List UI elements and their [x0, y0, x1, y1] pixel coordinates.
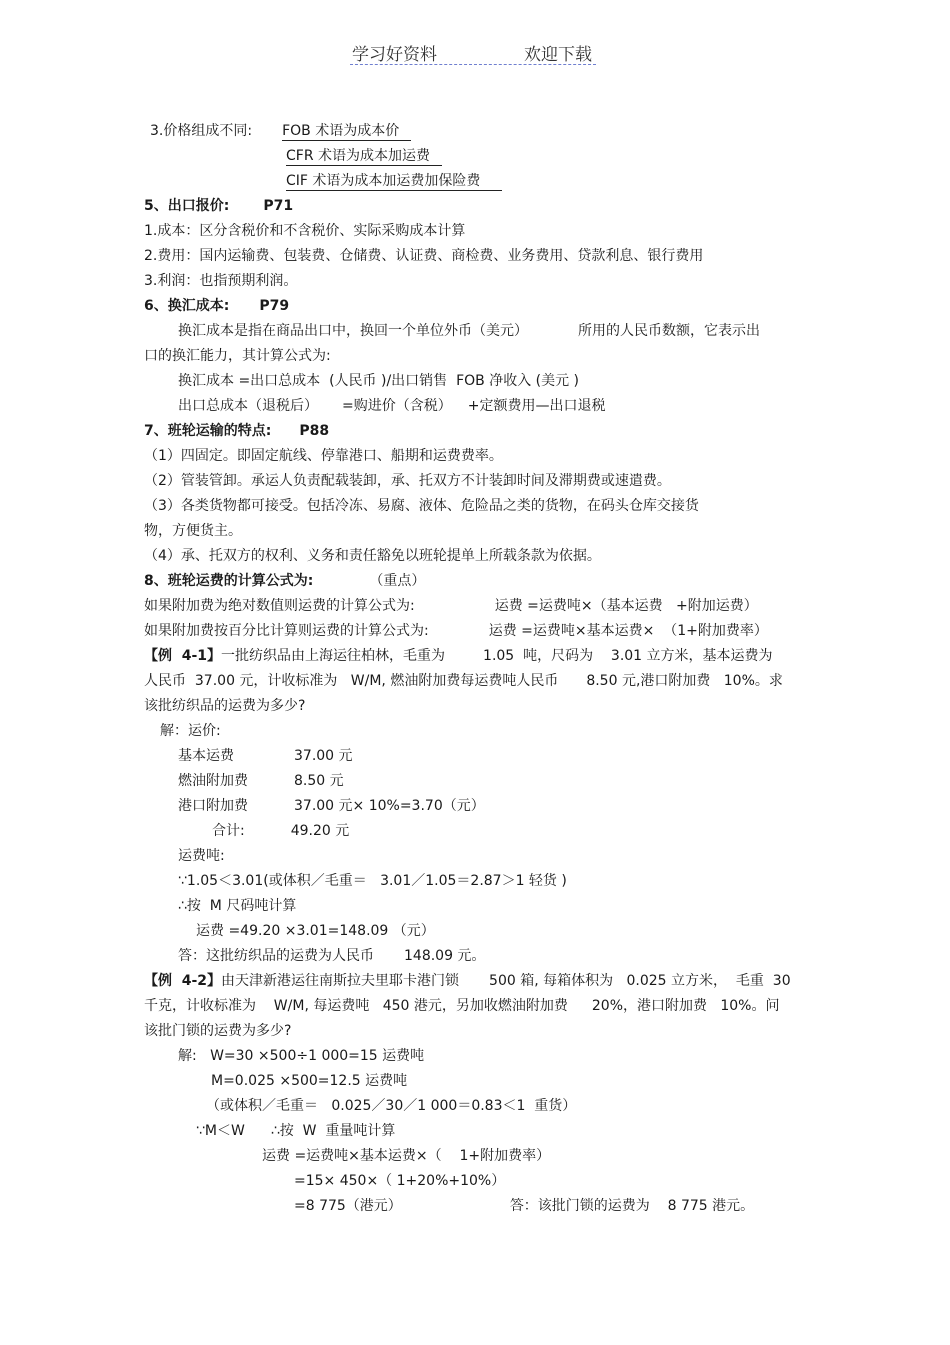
text-segment: 37.00 元× 10%=3.70（元）	[294, 798, 485, 814]
text-line	[178, 895, 296, 917]
text-line	[144, 495, 699, 517]
text-line	[178, 395, 605, 417]
text-line	[144, 570, 425, 592]
text-line	[144, 995, 779, 1017]
text-segment: 换汇成本 =出口总成本 (人民币 )/出口销售 FOB 净收入 (美元 )	[178, 373, 580, 389]
text-segment: 出口总成本（退税后）	[178, 398, 318, 414]
text-segment: 口的换汇能力，其计算公式为:	[144, 348, 331, 364]
text-line	[144, 245, 703, 267]
text-segment: M=0.025 ×500=12.5 运费吨	[211, 1073, 408, 1089]
text-segment: （2）管装管卸。承运人负责配载装卸，承、托双方不计装卸时间及滞期费或速遣费。	[144, 473, 671, 489]
text-line	[206, 1095, 576, 1117]
text-line	[212, 820, 349, 842]
text-line	[178, 870, 567, 892]
text-line	[294, 1170, 505, 1192]
text-line	[211, 1070, 407, 1092]
text-line	[144, 1020, 291, 1042]
text-line	[150, 120, 411, 142]
text-segment: 【例 4-1】	[144, 648, 222, 664]
text-segment: 由天津新港运往南斯拉夫里耶卡港门锁	[221, 973, 460, 989]
text-line	[178, 370, 579, 392]
text-segment: 港口附加费	[178, 798, 248, 814]
text-line	[144, 345, 331, 367]
text-line	[196, 1120, 395, 1142]
text-segment: 8.50 元	[294, 773, 344, 789]
text-segment: P88	[299, 423, 330, 439]
text-segment: 3.价格组成不同:	[150, 123, 253, 139]
text-segment: FOB 术语为成本价	[282, 123, 411, 141]
text-line	[178, 845, 225, 867]
header-dashed-rule	[350, 64, 596, 65]
text-segment: 如果附加费按百分比计算则运费的计算公式为:	[144, 623, 429, 639]
text-line	[144, 295, 289, 317]
text-segment: 37.00 元	[294, 748, 353, 764]
text-segment: 运费 =运费吨×（基本运费 +附加运费）	[494, 598, 758, 614]
text-segment: 解: W=30 ×500÷1 000=15 运费吨	[178, 1048, 425, 1064]
text-segment: （3）各类货物都可接受。包括冷冻、易腐、液体、危险品之类的货物，在码头仓库交接货	[144, 498, 699, 514]
text-segment: 5、出口报价:	[144, 198, 230, 214]
text-segment: =购进价（含税）	[342, 398, 452, 414]
text-line	[286, 170, 502, 192]
text-line	[144, 445, 503, 467]
text-line	[144, 195, 293, 217]
text-segment: 【例 4-2】	[144, 973, 222, 989]
text-line	[144, 670, 783, 692]
text-segment: 1.成本：区分含税价和不含税价、实际采购成本计算	[144, 223, 466, 239]
header-left-text: 学习好资料	[352, 45, 437, 65]
text-segment: 答：这批纺织品的运费为人民币	[178, 948, 374, 964]
text-line	[144, 470, 671, 492]
text-segment: （重点）	[369, 573, 426, 589]
text-line	[286, 145, 442, 167]
text-segment: 运费吨:	[178, 848, 225, 864]
text-segment: 合计:	[212, 823, 245, 839]
text-line	[144, 620, 768, 642]
text-line	[144, 970, 791, 992]
text-line	[144, 595, 758, 617]
text-segment: 20%，港口附加费 10%。问	[591, 998, 780, 1014]
text-line	[144, 645, 773, 667]
text-line	[144, 420, 329, 442]
text-line	[144, 695, 305, 717]
text-line	[294, 1195, 754, 1217]
text-segment: 解：运价:	[160, 723, 221, 739]
text-line	[178, 770, 344, 792]
text-segment: 物，方便货主。	[144, 523, 242, 539]
text-line	[144, 520, 242, 542]
text-line	[160, 720, 221, 742]
text-line	[262, 1145, 550, 1167]
text-segment: 所用的人民币数额，它表示出	[578, 323, 760, 339]
text-segment: 一批纺织品由上海运往柏林，毛重为	[221, 648, 446, 664]
text-segment: ∵M＜W	[196, 1123, 245, 1139]
text-segment: 基本运费	[178, 748, 234, 764]
text-line	[196, 920, 435, 942]
text-segment: ∴按 M 尺码吨计算	[178, 898, 297, 914]
text-segment: CFR 术语为成本加运费	[286, 148, 442, 166]
text-segment: 如果附加费为绝对数值则运费的计算公式为:	[144, 598, 415, 614]
text-line	[178, 945, 485, 967]
text-segment: 2.费用：国内运输费、包装费、仓储费、认证费、商检费、业务费用、贷款利息、银行费用	[144, 248, 704, 264]
text-segment: P71	[263, 198, 294, 214]
text-segment: CIF 术语为成本加运费加保险费	[286, 173, 502, 191]
text-segment: （4）承、托双方的权利、义务和责任豁免以班轮提单上所载条款为依据。	[144, 548, 601, 564]
text-segment: 8、班轮运费的计算公式为:	[144, 573, 314, 589]
text-line	[144, 220, 465, 242]
text-segment: 运费 =运费吨×基本运费×（ 1+附加费率）	[262, 1148, 551, 1164]
text-line	[178, 320, 760, 342]
text-segment: （1）四固定。即固定航线、停靠港口、船期和运费费率。	[144, 448, 503, 464]
text-segment: 3.利润：也指预期利润。	[144, 273, 298, 289]
text-segment: +定额费用—出口退税	[467, 398, 606, 414]
text-segment: 1.05 吨，尺码为 3.01 立方米，基本运费为	[483, 648, 773, 664]
text-segment: 148.09 元。	[404, 948, 486, 964]
text-segment: 49.20 元	[290, 823, 350, 839]
header-right-text: 欢迎下载	[524, 45, 592, 65]
text-segment: 运费 =49.20 ×3.01=148.09 （元）	[196, 923, 435, 939]
text-segment: 运费 =运费吨×基本运费× （1+附加费率）	[488, 623, 768, 639]
text-segment: 千克，计收标准为 W/M, 每运费吨 450 港元，另加收燃油附加费	[144, 998, 568, 1014]
text-segment: P79	[259, 298, 290, 314]
text-segment: 该批门锁的运费为多少?	[144, 1023, 292, 1039]
text-segment: 7、班轮运输的特点:	[144, 423, 272, 439]
text-line	[178, 745, 353, 767]
text-line	[178, 795, 485, 817]
text-segment: 人民币 37.00 元，计收标准为 W/M, 燃油附加费每运费吨人民币	[144, 673, 559, 689]
text-line	[144, 545, 601, 567]
text-segment: ∴按 W 重量吨计算	[270, 1123, 396, 1139]
text-segment: 换汇成本是指在商品出口中，换回一个单位外币（美元）	[178, 323, 528, 339]
text-segment: =8 775（港元）	[294, 1198, 402, 1214]
text-line	[178, 1045, 424, 1067]
text-segment: （或体积／毛重＝ 0.025／30／1 000＝0.83＜1 重货）	[206, 1098, 577, 1114]
text-segment: =15× 450×（ 1+20%+10%）	[294, 1173, 506, 1189]
text-segment: 6、换汇成本:	[144, 298, 230, 314]
text-line	[144, 270, 297, 292]
text-segment: 8.50 元,港口附加费 10%。求	[586, 673, 783, 689]
text-segment: 燃油附加费	[178, 773, 248, 789]
text-segment: 500 箱, 每箱体积为 0.025 立方米， 毛重 30	[489, 973, 791, 989]
text-segment: 答：该批门锁的运费为 8 775 港元。	[509, 1198, 755, 1214]
text-segment: ∵1.05＜3.01(或体积／毛重＝ 3.01／1.05＝2.87＞1 轻货 )	[178, 873, 567, 889]
text-segment: 该批纺织品的运费为多少?	[144, 698, 306, 714]
